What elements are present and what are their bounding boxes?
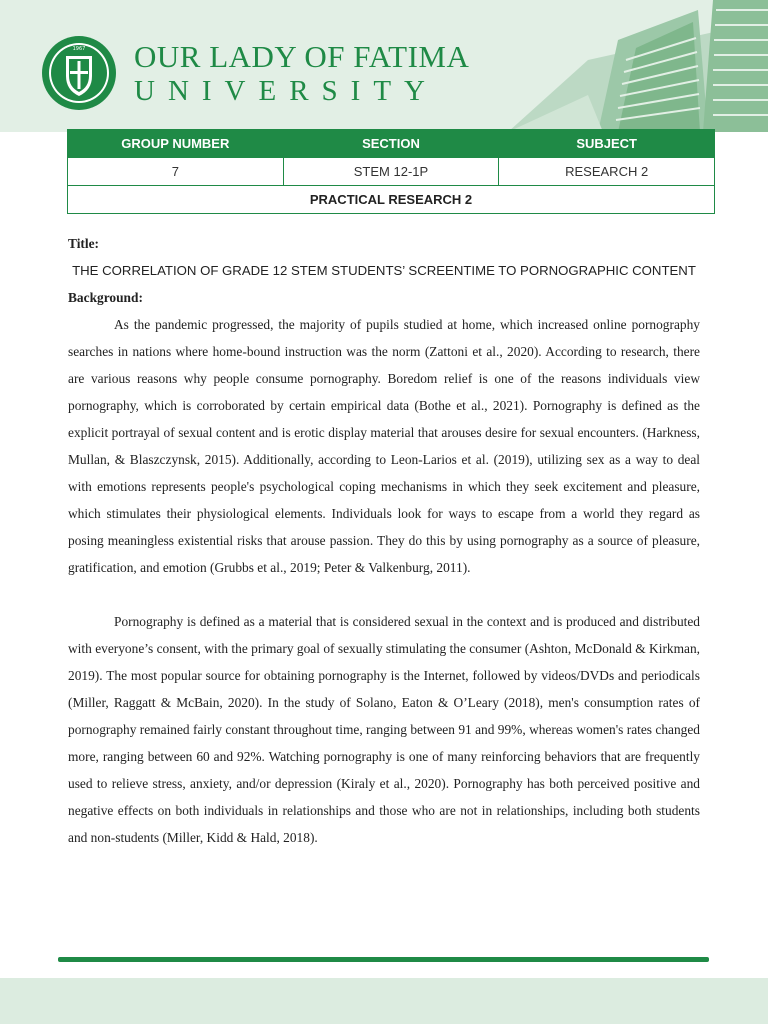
document-title: THE CORRELATION OF GRADE 12 STEM STUDENTS’ SCREENTIME TO PORNOGRAPHIC CONTENT [72, 263, 696, 278]
svg-text:1967: 1967 [72, 46, 86, 52]
header-subject: SUBJECT [499, 130, 715, 158]
header-section: SECTION [283, 130, 499, 158]
university-building-image [468, 0, 768, 132]
document-body [68, 230, 700, 851]
background-label: Background: [68, 290, 143, 305]
cell-group-number: 7 [68, 158, 284, 186]
group-info-table [67, 129, 715, 214]
paragraph: Pornography is defined as a material that is considered sexual in the context and is produced and distributed with everyone’s consent, with the primary goal of sexually stimulating the consumer (Ashton, McDonald & Kirkman, 2019). The most popular source for obtaining pornography is the Internet, followed by videos/DVDs and periodicals (Miller, Raggatt & McBain, 2020). In the study of Solano, Eaton & O’Leary (2018), men's consumption rates of pornography remained fairly constant throughout time, ranging between 91 and 99%, whereas women's rates changed more, ranging between 60 and 92%. Watching pornography is one of many reinforcing behaviors that are frequently used to relieve stress, anxiety, and/or depression (Kiraly et al., 2020). Pornography has both perceived positive and negative effects on both individuals in relationships and those who are not in relationships, including both students and non-students (Miller, Kidd & Hald, 2018). [68, 614, 700, 845]
cell-course-name: PRACTICAL RESEARCH 2 [68, 186, 715, 214]
university-name [134, 40, 469, 108]
title-label: Title: [68, 236, 99, 251]
footer-divider [58, 957, 709, 962]
cell-section: STEM 12-1P [283, 158, 499, 186]
university-seal-logo [40, 34, 118, 112]
header-group-number: GROUP NUMBER [68, 130, 284, 158]
paragraph: As the pandemic progressed, the majority of pupils studied at home, which increased online pornography searches in nations where home-bound instruction was the norm (Zattoni et al., 2020). According to research, there are various reasons why people consume pornography. Boredom relief is one of the reasons individuals view pornography, which is corroborated by certain empirical data (Bothe et al., 2021). Pornography is defined as the explicit portrayal of sexual content and is erotic display material that arouses desire for sexual encounters. (Harkness, Mullan, & Blaszczynsk, 2015). Additionally, according to Leon-Larios et al. (2019), utilizing sex as a way to deal with emotions represents people's psychological coping mechanisms in which they seek excitement and pleasure, which stimulates their physiological elements. Individuals look for ways to escape from a world they regard as posing meaningless existential risks that arouse passion. They do this by using pornography as a source of pleasure, gratification, and emotion (Grubbs et al., 2019; Peter & Valkenburg, 2011). [68, 317, 700, 575]
cell-subject: RESEARCH 2 [499, 158, 715, 186]
university-name-line1: OUR LADY OF FATIMA [134, 39, 470, 74]
letterhead [0, 0, 768, 132]
footer-band [0, 978, 768, 1024]
university-name-line2: UNIVERSITY [134, 75, 438, 107]
